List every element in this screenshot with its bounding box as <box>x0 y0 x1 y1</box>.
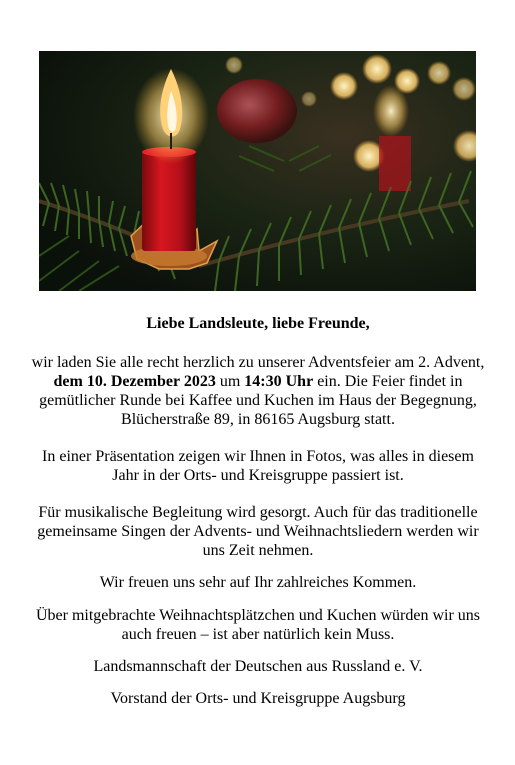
event-date: dem 10. Dezember 2023 <box>53 373 216 390</box>
welcome-paragraph: Wir freuen uns sehr auf Ihr zahlreiches Kommen. <box>99 574 417 591</box>
music-paragraph: Für musikalische Begleitung wird gesorgt. Auch für das traditionelle gemeinsame Singen der Advents- und Weihnachtsliedern werden wir uns Zeit nehmen. <box>37 504 479 559</box>
invitation-connector: um <box>215 373 245 390</box>
presentation-paragraph: In einer Präsentation zeigen wir Ihnen in Fotos, was alles in diesem Jahr in der Orts- und Kreisgruppe passiert ist. <box>42 448 474 484</box>
background-flame <box>373 85 409 137</box>
board-signature: Vorstand der Orts- und Kreisgruppe Augsburg <box>110 690 406 707</box>
candle-illustration <box>39 51 476 291</box>
greeting: Liebe Landsleute, liebe Freunde, <box>146 315 370 332</box>
header-photo <box>39 51 476 291</box>
ornament-ball <box>217 79 297 143</box>
invitation-letter <box>28 314 488 708</box>
invitation-paragraph <box>28 353 488 429</box>
background-candle <box>379 136 411 191</box>
organization-name: Landsmannschaft der Deutschen aus Russland e. V. <box>93 658 423 675</box>
candle <box>142 151 196 251</box>
invitation-details: ein. Die Feier findet in gemütlicher Runde bei Kaffee und Kuchen im Haus der Begegnung, Blücherstraße 89, in 86165 Augsburg statt. <box>39 373 477 428</box>
event-time: 14:30 Uhr <box>244 373 314 390</box>
cookies-paragraph: Über mitgebrachte Weihnachtsplätzchen und Kuchen würden wir uns auch freuen – ist aber natürlich kein Muss. <box>35 607 481 643</box>
invitation-intro: wir laden Sie alle recht herzlich zu unserer Adventsfeier am 2. Advent, <box>31 354 485 371</box>
